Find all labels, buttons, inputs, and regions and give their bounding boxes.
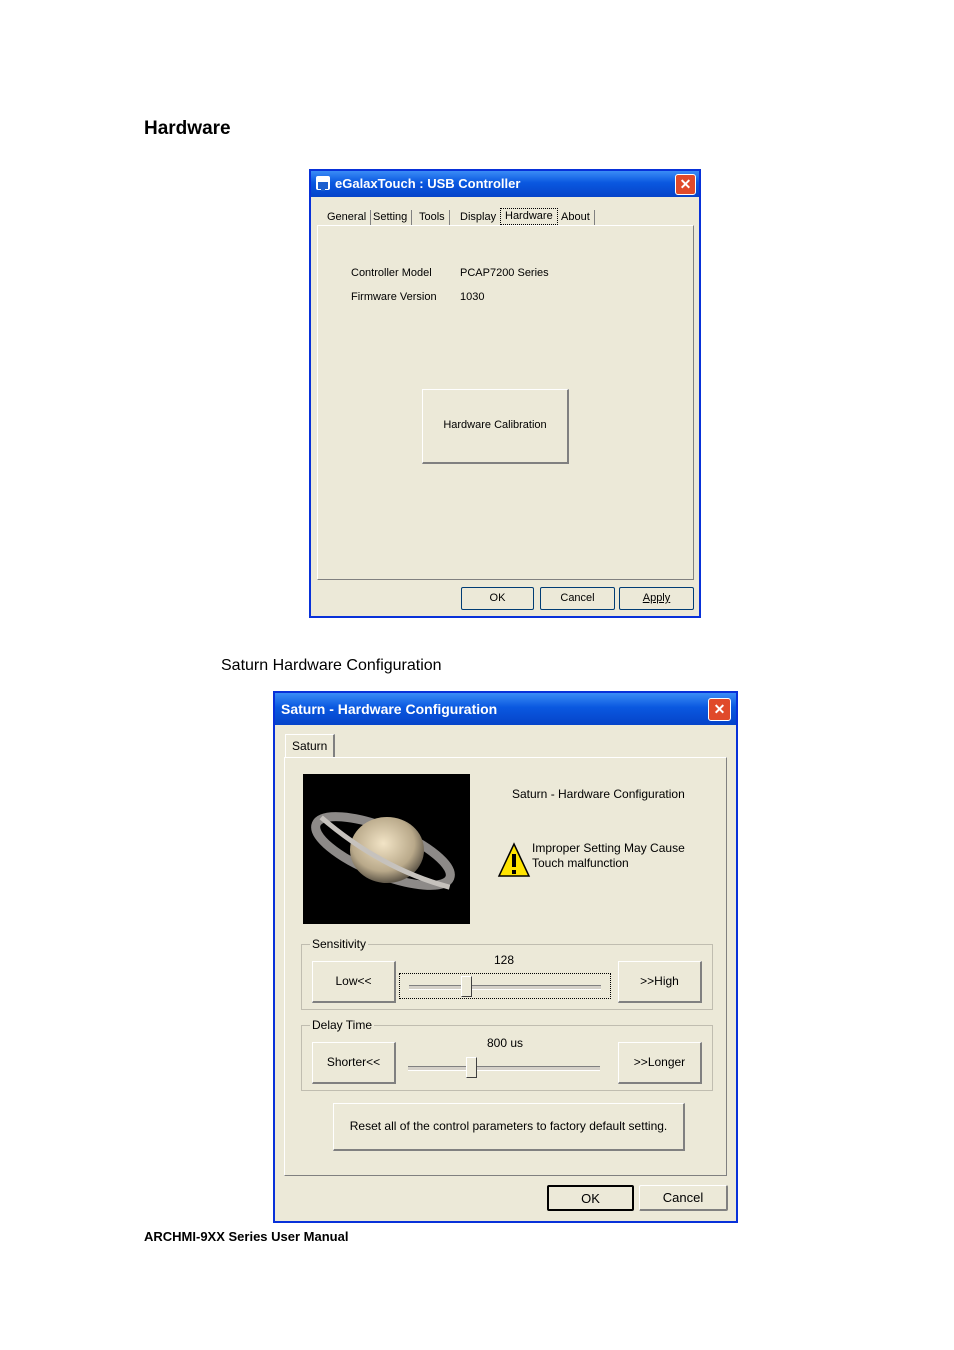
sensitivity-title: Sensitivity: [312, 937, 367, 951]
saturn-image: [303, 774, 470, 924]
saturn-dialog: [273, 691, 738, 1223]
warning-icon: [497, 842, 531, 883]
config-heading: Saturn - Hardware Configuration: [512, 787, 685, 801]
page-heading: Hardware: [144, 118, 231, 139]
hardware-calibration-button[interactable]: Hardware Calibration: [422, 389, 569, 464]
tab-hardware[interactable]: Hardware: [500, 208, 558, 225]
warning-line-2: Touch malfunction: [532, 856, 629, 870]
app-icon: [316, 176, 330, 190]
page-footer: ARCHMI-9XX Series User Manual: [144, 1229, 349, 1244]
longer-button[interactable]: >>Longer: [618, 1042, 702, 1084]
tab-tools[interactable]: Tools: [415, 210, 450, 225]
delay-slider[interactable]: [399, 1055, 611, 1081]
sensitivity-slider[interactable]: [399, 973, 611, 999]
egalax-dialog: [309, 169, 701, 618]
cancel-button[interactable]: Cancel: [540, 587, 615, 610]
controller-model-label: Controller Model: [351, 267, 432, 279]
title-bar: [311, 171, 699, 197]
delay-thumb[interactable]: [466, 1057, 477, 1078]
sensitivity-track: [409, 985, 601, 990]
reset-defaults-button[interactable]: Reset all of the control parameters to factory default setting.: [333, 1103, 685, 1151]
sensitivity-thumb[interactable]: [461, 976, 472, 997]
close-icon: ✕: [679, 176, 692, 192]
close-button[interactable]: [675, 174, 696, 195]
firmware-version-label: Firmware Version: [351, 291, 437, 303]
delay-title: Delay Time: [312, 1018, 373, 1032]
delay-track: [408, 1066, 600, 1071]
delay-value: 800 us: [487, 1036, 524, 1050]
tab-about[interactable]: About: [557, 210, 595, 225]
shorter-button[interactable]: Shorter<<: [312, 1042, 396, 1084]
low-button[interactable]: Low<<: [312, 961, 396, 1003]
tab-display[interactable]: Display: [456, 210, 501, 225]
section-caption: Saturn Hardware Configuration: [221, 657, 442, 674]
ok-button[interactable]: OK: [547, 1185, 634, 1211]
ok-button[interactable]: OK: [461, 587, 534, 610]
apply-button[interactable]: Apply: [619, 587, 694, 610]
title-bar: [275, 693, 736, 725]
cancel-button[interactable]: Cancel: [639, 1185, 728, 1211]
warning-line-1: Improper Setting May Cause: [532, 841, 685, 855]
tab-saturn[interactable]: Saturn: [285, 734, 335, 757]
close-button[interactable]: [708, 698, 731, 721]
sensitivity-value: 128: [494, 953, 515, 967]
firmware-version-value: 1030: [460, 291, 485, 303]
high-button[interactable]: >>High: [618, 961, 702, 1003]
tab-general[interactable]: General: [323, 210, 371, 225]
window-title: Saturn - Hardware Configuration: [281, 701, 498, 717]
tab-setting[interactable]: Setting: [369, 210, 412, 225]
close-icon: ✕: [713, 701, 726, 717]
window-title: eGalaxTouch : USB Controller: [335, 176, 521, 191]
controller-model-value: PCAP7200 Series: [460, 267, 549, 279]
